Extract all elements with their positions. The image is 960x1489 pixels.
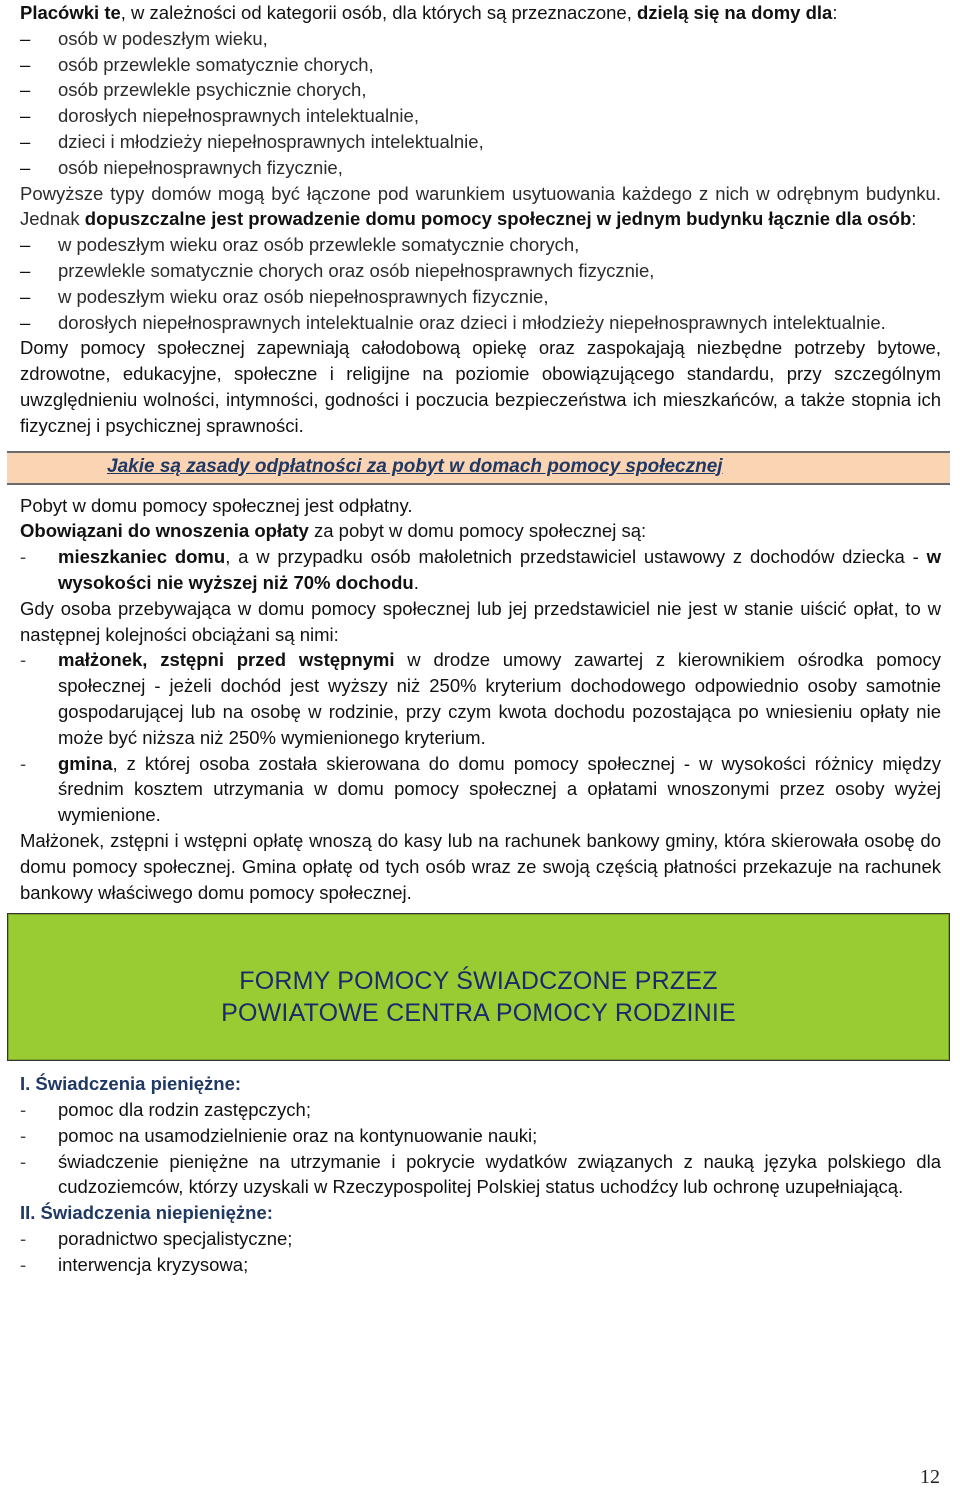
intro-lead-end: :: [832, 2, 838, 23]
list-item: [20, 310, 941, 336]
payment-paragraph: Małżonek, zstępni i wstępni opłatę wnoszą do kasy lub na rachunek bankowy gminy, która skierowała osobę do domu pomocy społecznej. Gmina opłatę od tych osób wraz ze swoją częścią płatności przekazuje na rachunek bankowy właściwego domu pomocy społecznej.: [20, 829, 941, 903]
dash-bullet: -: [20, 1228, 27, 1250]
list-item-text: poradnictwo specjalistyczne;: [58, 1228, 293, 1250]
list-item: [20, 1149, 941, 1201]
dash-bullet: -: [20, 752, 27, 774]
list-item: [20, 1252, 941, 1278]
dash-bullet: –: [20, 156, 31, 178]
dash-bullet: –: [20, 27, 31, 49]
combine-end: :: [911, 208, 917, 230]
cash-benefits-list: [20, 1097, 941, 1200]
gmina-text: , z której osoba została skierowana do domu pomocy społecznej - w wysokości różnicy między średnim kosztem utrzymania w domu pomocy społecznej a opłatami wnoszonymi przez osoby wyżej wymienione.: [58, 752, 941, 826]
list-item-text: w podeszłym wieku oraz osób przewlekle somatycznie chorych,: [58, 234, 580, 256]
list-item: [20, 258, 941, 284]
list-item-text: osób w podeszłym wieku,: [58, 27, 268, 49]
noncash-benefits-list: [20, 1226, 941, 1278]
dash-bullet: -: [20, 546, 27, 568]
list-item: [20, 284, 941, 310]
dash-bullet: -: [20, 1099, 27, 1121]
spouse-bold: małżonek, zstępni przed wstępnymi: [58, 649, 395, 671]
home-types-list: [20, 26, 941, 181]
list-item-text: osób przewlekle psychicznie chorych,: [58, 79, 367, 101]
care-paragraph: Domy pomocy społecznej zapewniają całodobową opiekę oraz zaspokajają niezbędne potrzeby bytowe, zdrowotne, edukacyjne, społeczne i religijne na poziomie obowiązującego standardu, przy szczególnym uwzględnieniu wolności, intymności, godności i poczucia bezpieczeństwa ich mieszkańców, a także stopnia ich fizycznej i psychicznej sprawności.: [20, 337, 941, 436]
dash-bullet: –: [20, 105, 31, 127]
list-item: [20, 129, 941, 155]
intro-lead-bold: Placówki te: [20, 2, 121, 23]
combine-bold: dopuszczalne jest prowadzenie domu pomocy społecznej w jednym budynku łącznie dla osób: [84, 208, 912, 230]
resident-bold: mieszkaniec domu: [58, 546, 226, 568]
list-item: [20, 26, 941, 52]
gmina-bold: gmina: [58, 752, 113, 774]
fees-heading: Jakie są zasady odpłatności za pobyt w domach pomocy społecznej: [107, 455, 723, 477]
dash-bullet: –: [20, 79, 31, 101]
dash-bullet: -: [20, 649, 27, 671]
list-item: [20, 1226, 941, 1252]
list-item: [20, 77, 941, 103]
dash-bullet: –: [20, 311, 31, 333]
list-item-text: dorosłych niepełnosprawnych intelektualnie oraz dzieci i młodzieży niepełnosprawnych intelektualnie.: [58, 311, 886, 333]
obliged-bold: Obowiązani do wnoszenia opłaty: [20, 520, 309, 542]
noncash-benefits-heading: II. Świadczenia niepieniężne:: [20, 1202, 273, 1224]
dash-bullet: -: [20, 1150, 27, 1172]
list-item-text: pomoc na usamodzielnienie oraz na kontynuowanie nauki;: [58, 1124, 538, 1146]
obliged-paragraph: [20, 518, 941, 544]
list-item-text: dzieci i młodzieży niepełnosprawnych intelektualnie,: [58, 130, 484, 152]
dash-bullet: –: [20, 259, 31, 281]
list-item: [20, 103, 941, 129]
combine-text: Powyższe typy domów mogą być łączone pod warunkiem usytuowania każdego z nich w odrębnym budynku. Jednak: [20, 182, 941, 230]
page-number: 12: [920, 1466, 940, 1488]
dash-bullet: –: [20, 53, 31, 75]
list-item: [20, 52, 941, 78]
resident-limit-bold: w wysokości nie wyższej niż 70% dochodu: [58, 546, 942, 593]
list-item-text: pomoc dla rodzin zastępczych;: [58, 1099, 311, 1121]
list-item: [20, 647, 941, 750]
obliged-text: za pobyt w domu pomocy społecznej są:: [308, 520, 647, 542]
document-page: [20, 0, 941, 1278]
forms-banner: [7, 913, 950, 1061]
resident-text: , a w przypadku osób małoletnich przedstawiciel ustawowy z dochodów dziecka -: [225, 546, 927, 568]
list-item: [20, 232, 941, 258]
list-item: [20, 155, 941, 181]
spouse-text: w drodze umowy zawartej z kierownikiem ośrodka pomocy społecznej - jeżeli dochód jest wyższy niż 250% kryterium dochodowego odpowiednio osoby samotnie gospodarującej lub na osobę w rodzinie, przy czym kwota dochodu pozostająca po wniesieniu opłaty nie może być niższa niż 250% wymienionego kryterium.: [58, 649, 941, 748]
unable-paragraph: Gdy osoba przebywająca w domu pomocy społecznej lub jej przedstawiciel nie jest w stanie uiścić opłat, to w następnej kolejności obciążani są nimi:: [20, 597, 941, 645]
dash-bullet: –: [20, 285, 31, 307]
dash-bullet: -: [20, 1253, 27, 1275]
list-item-text: przewlekle somatycznie chorych oraz osób niepełnosprawnych fizycznie,: [58, 259, 655, 281]
dash-bullet: –: [20, 130, 31, 152]
dash-bullet: –: [20, 234, 31, 256]
list-item: [20, 544, 941, 596]
combined-homes-list: [20, 232, 941, 335]
list-item-text: interwencja kryzysowa;: [58, 1253, 249, 1275]
banner-line-1: FORMY POMOCY ŚWIADCZONE PRZEZ: [239, 967, 718, 996]
paid-paragraph: Pobyt w domu pomocy społecznej jest odpłatny.: [20, 494, 413, 516]
intro-lead-text: , w zależności od kategorii osób, dla których są przeznaczone,: [120, 2, 637, 23]
list-item: [20, 1123, 941, 1149]
combine-paragraph: [20, 181, 941, 233]
cash-benefits-heading: I. Świadczenia pieniężne:: [20, 1073, 242, 1095]
resident-end: .: [413, 571, 419, 593]
banner-line-2: POWIATOWE CENTRA POMOCY RODZINIE: [221, 999, 736, 1028]
dash-bullet: -: [20, 1124, 27, 1146]
list-item-text: świadczenie pieniężne na utrzymanie i pokrycie wydatków związanych z nauką języka polskiego dla cudzoziemców, którzy uzyskali w Rzeczypospolitej Polskiej status uchodźcy lub ochronę uzupełniającą.: [58, 1150, 941, 1198]
list-item: [20, 1097, 941, 1123]
list-item: [20, 751, 941, 828]
list-item-text: osób przewlekle somatycznie chorych,: [58, 53, 374, 75]
list-item-text: osób niepełnosprawnych fizycznie,: [58, 156, 343, 178]
fees-heading-bar: [7, 451, 950, 485]
list-item-text: dorosłych niepełnosprawnych intelektualnie,: [58, 105, 419, 127]
list-item-text: w podeszłym wieku oraz osób niepełnosprawnych fizycznie,: [58, 285, 549, 307]
intro-paragraph: [20, 0, 941, 26]
intro-lead-bold-2: dzielą się na domy dla: [636, 2, 833, 23]
